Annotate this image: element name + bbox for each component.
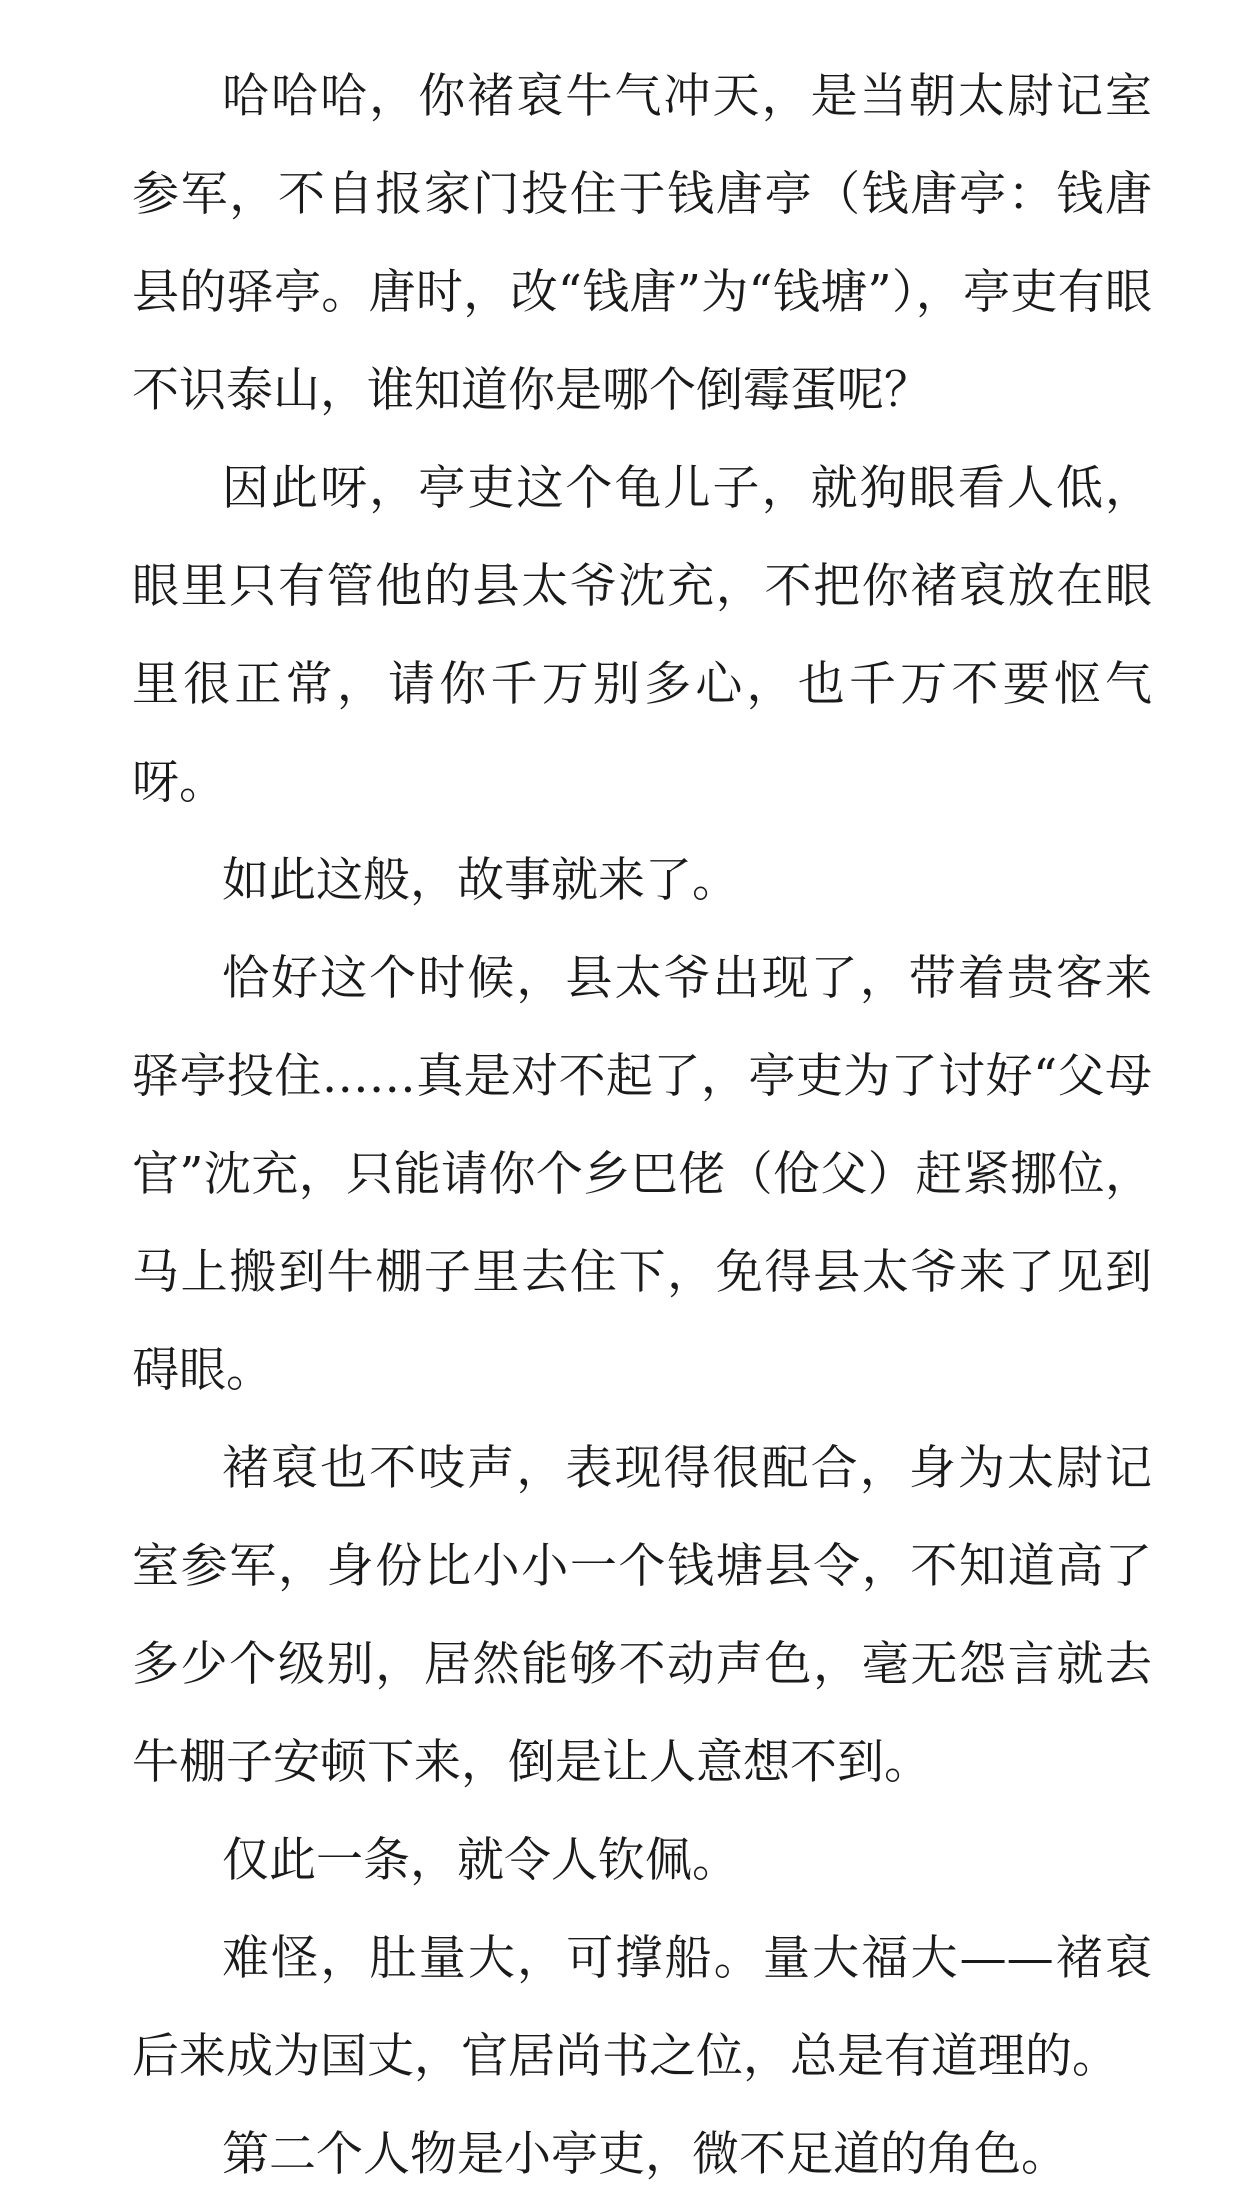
text-body xyxy=(132,48,1152,2204)
paragraph-5: 褚裒也不吱声，表现得很配合，身为太尉记室参军，身份比小小一个钱塘县令，不知道高了多少个级别，居然能够不动声色，毫无怨言就去牛棚子安顿下来，倒是让人意想不到。 xyxy=(132,1441,1152,1790)
paragraph-1: 哈哈哈，你褚裒牛气冲天，是当朝太尉记室参军，不自报家门投住于钱唐亭（钱唐亭：钱唐县的驿亭。唐时，改“钱唐”为“钱塘”），亭吏有眼不识泰山，谁知道你是哪个倒霉蛋呢？ xyxy=(132,69,1152,418)
paragraph-6: 仅此一条，就令人钦佩。 xyxy=(222,1833,739,1888)
paragraph-2: 因此呀，亭吏这个龟儿子，就狗眼看人低，眼里只有管他的县太爷沈充，不把你褚裒放在眼里很正常，请你千万别多心，也千万不要怄气呀。 xyxy=(132,461,1152,810)
paragraph-4: 恰好这个时候，县太爷出现了，带着贵客来驿亭投住……真是对不起了，亭吏为了讨好“父母官”沈充，只能请你个乡巴佬（伧父）赶紧挪位，马上搬到牛棚子里去住下，免得县太爷来了见到碍眼。 xyxy=(132,951,1152,1398)
paragraph-7: 难怪，肚量大，可撑船。量大福大——褚裒后来成为国丈，官居尚书之位，总是有道理的。 xyxy=(132,1931,1152,2084)
paragraph-8: 第二个人物是小亭吏，微不足道的角色。 xyxy=(222,2127,1068,2182)
paragraph-3: 如此这般，故事就来了。 xyxy=(222,853,739,908)
